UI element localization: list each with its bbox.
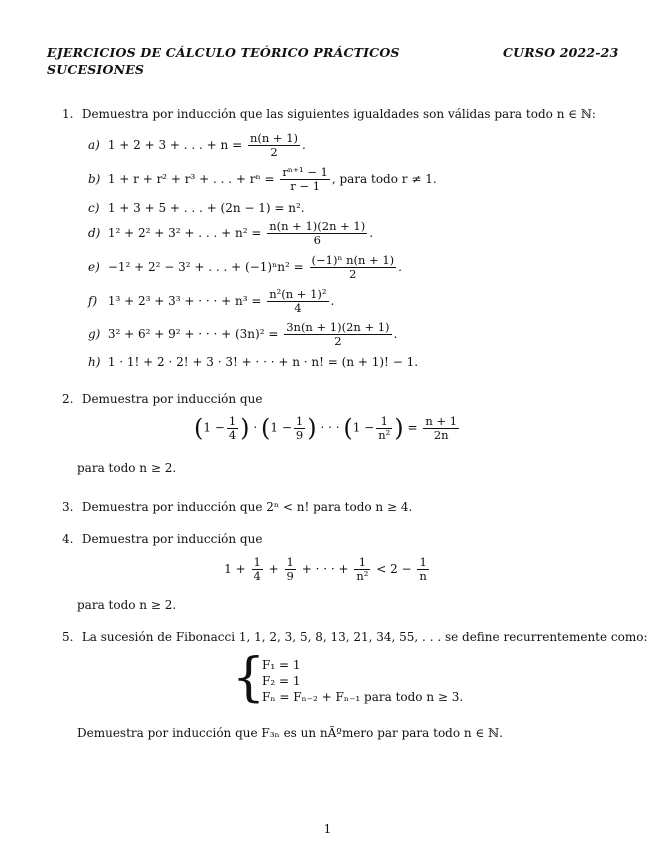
lhs: 1² + 2² + 3² + . . . + n² =: [107, 226, 262, 240]
document-title: EJERCICIOS DE CÁLCULO TEÓRICO PRÁCTICOS: [47, 45, 400, 60]
intro-text: La sucesión de Fibonacci 1, 1, 2, 3, 5, 8, 13, 21, 34, 55, . . . se define recurrentemente como:: [81, 630, 648, 644]
tail: .: [393, 327, 398, 341]
inequality-formula: [0, 556, 655, 583]
equals: =: [407, 420, 418, 435]
exercise-1-intro: [62, 107, 596, 121]
intro-text: Demuestra por inducción que: [81, 532, 263, 546]
exercise-5-outro: Demuestra por inducción que F₃ₙ es un nÃºmero par para todo n ∈ ℕ.: [77, 726, 503, 740]
item-e: [88, 254, 402, 281]
numerator: rⁿ⁺¹ − 1: [282, 165, 328, 179]
numerator: n²(n + 1)²: [269, 287, 327, 301]
item-label: g): [88, 327, 101, 341]
numerator: 1: [417, 556, 428, 570]
exercise-4-tail: para todo n ≥ 2.: [77, 598, 177, 612]
tail: .: [330, 294, 335, 308]
fraction: [376, 415, 392, 442]
tail: .: [398, 260, 402, 274]
item-h: [88, 355, 418, 369]
exercise-4-intro: [62, 532, 262, 546]
exercise-3: [62, 500, 412, 514]
item-label: d): [88, 226, 101, 240]
item-label: c): [88, 201, 100, 215]
fraction: [252, 556, 263, 583]
item-f: [88, 288, 334, 315]
system-brace: {: [232, 648, 266, 708]
lead: 1 +: [224, 562, 246, 576]
numerator: 1: [354, 556, 370, 570]
numerator: 1: [286, 555, 294, 569]
item-label: e): [88, 260, 100, 274]
item-a: [88, 132, 306, 159]
denominator: 9: [295, 427, 304, 442]
lhs: 1³ + 2³ + 3³ + · · · + n³ =: [107, 294, 262, 308]
one-minus: 1 −: [203, 420, 225, 435]
item-c: [88, 201, 305, 215]
numerator: 1: [253, 555, 261, 569]
lhs: 3² + 6² + 9² + · · · + (3n)² =: [107, 327, 279, 341]
lhs: 1 + r + r² + r³ + . . . + rⁿ =: [107, 172, 275, 186]
course-label: CURSO 2022-23: [503, 45, 619, 60]
exercise-number: 5.: [62, 630, 74, 644]
numerator: n(n + 1): [249, 131, 299, 145]
exercise-number: 4.: [62, 532, 74, 546]
system-line-3: Fₙ = Fₙ₋₂ + Fₙ₋₁ para todo n ≥ 3.: [262, 690, 464, 704]
paren: (: [261, 414, 271, 442]
lhs: 1 + 2 + 3 + . . . + n =: [107, 138, 243, 152]
fraction: [294, 415, 305, 442]
ellipsis: · · ·: [320, 420, 340, 435]
tail: .: [369, 226, 374, 240]
exercise-number: 1.: [62, 107, 74, 121]
fraction: [285, 556, 296, 583]
fraction: [280, 166, 329, 193]
ellipsis: + · · · +: [301, 562, 349, 576]
system-line-1: F₁ = 1: [262, 658, 301, 672]
numerator: (−1)ⁿ n(n + 1): [311, 253, 395, 267]
item-label: a): [88, 138, 100, 152]
item-g: [88, 321, 397, 348]
intro-text: Demuestra por inducción que las siguientes igualdades son válidas para todo: [81, 107, 553, 121]
lhs: −1² + 2² − 3² + . . . + (−1)ⁿn² =: [107, 260, 304, 274]
tail: .: [302, 138, 306, 152]
fraction: [423, 415, 459, 442]
denominator: 4: [228, 427, 237, 442]
paren: (: [193, 414, 204, 442]
paren: ): [240, 414, 250, 442]
fraction: [267, 220, 367, 247]
denominator: n²: [378, 427, 391, 442]
product-formula: [0, 414, 655, 442]
equation: 1 · 1! + 2 · 2! + 3 · 3! + · · · + n · n! = (n + 1)! − 1.: [107, 355, 419, 369]
item-d: [88, 220, 373, 247]
denominator: n²: [356, 569, 369, 583]
intro-tail: n ∈ ℕ:: [556, 107, 596, 121]
product-dot: ·: [253, 420, 258, 435]
item-b: [88, 166, 437, 193]
denominator: n: [419, 569, 427, 583]
denominator: 2n: [433, 427, 449, 442]
exercise-2-tail: para todo n ≥ 2.: [77, 461, 177, 475]
numerator: 1: [376, 415, 392, 429]
denominator: r − 1: [290, 179, 321, 193]
paren: ): [307, 414, 317, 442]
one-minus: 1 −: [352, 420, 375, 435]
fraction: [267, 288, 328, 315]
numerator: 1: [295, 413, 304, 428]
exercise-number: 2.: [62, 392, 74, 406]
section-title: SUCESIONES: [47, 62, 145, 77]
item-label: f): [88, 294, 98, 308]
plus: +: [268, 562, 279, 576]
fraction: [417, 556, 428, 583]
item-label: b): [88, 172, 101, 186]
numerator: n(n + 1)(2n + 1): [269, 219, 366, 233]
exercise-number: 3.: [62, 500, 74, 514]
numerator: 1: [228, 413, 237, 428]
equation: 1 + 3 + 5 + . . . + (2n − 1) = n².: [107, 201, 305, 215]
denominator: 6: [313, 233, 321, 247]
numerator: n + 1: [425, 413, 458, 428]
fraction: [354, 556, 370, 583]
denominator: 4: [253, 569, 261, 583]
fraction: [227, 415, 238, 442]
fibonacci-system: [262, 657, 463, 705]
intro-text: Demuestra por inducción que: [81, 392, 263, 406]
denominator: 2: [270, 145, 278, 159]
paren: ): [394, 414, 404, 442]
exercise-5-intro: [62, 630, 648, 644]
exercise-text: Demuestra por inducción que 2ⁿ < n! para todo n ≥ 4.: [81, 500, 413, 514]
one-minus: 1 −: [270, 420, 292, 435]
paren: (: [343, 414, 353, 442]
page-number: 1: [323, 822, 332, 836]
denominator: 9: [286, 569, 294, 583]
item-label: h): [88, 355, 101, 369]
system-line-2: F₂ = 1: [262, 674, 301, 688]
less-than: < 2 −: [376, 562, 412, 576]
exercise-2-intro: [62, 392, 262, 406]
denominator: 2: [334, 334, 342, 348]
fraction: [248, 132, 300, 159]
numerator: 3n(n + 1)(2n + 1): [286, 320, 390, 334]
denominator: 2: [349, 267, 357, 281]
denominator: 4: [294, 301, 302, 315]
fraction: [310, 254, 397, 281]
tail: , para todo r ≠ 1.: [331, 172, 437, 186]
fraction: [284, 321, 391, 348]
